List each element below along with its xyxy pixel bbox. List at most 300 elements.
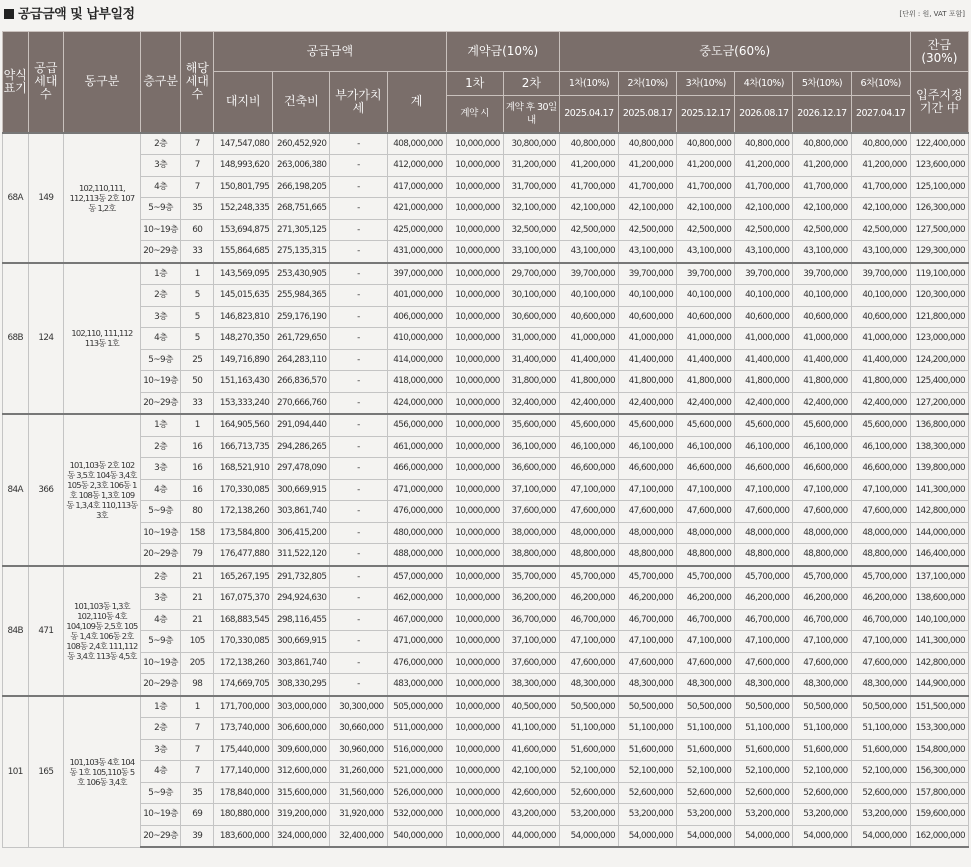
- amount-cell: 139,800,000: [910, 458, 968, 480]
- amount-cell: 306,415,200: [273, 522, 330, 544]
- amount-cell: 42,400,000: [735, 392, 793, 414]
- floor-cell: 2층: [140, 566, 181, 588]
- amount-cell: 46,700,000: [851, 609, 910, 631]
- table-row: [3, 328, 969, 350]
- amount-cell: 46,200,000: [793, 588, 851, 610]
- amount-cell: 157,800,000: [910, 782, 968, 804]
- amount-cell: 178,840,000: [214, 782, 273, 804]
- amount-cell: 10,000,000: [446, 328, 503, 350]
- amount-cell: 170,330,085: [214, 631, 273, 653]
- amount-cell: 10,000,000: [446, 176, 503, 198]
- amount-cell: 125,100,000: [910, 176, 968, 198]
- amount-cell: 53,200,000: [559, 804, 618, 826]
- amount-cell: 54,000,000: [677, 825, 735, 847]
- amount-cell: 127,500,000: [910, 219, 968, 241]
- floor-cell: 4층: [140, 609, 181, 631]
- amount-cell: 141,300,000: [910, 479, 968, 501]
- amount-cell: 50,500,000: [735, 696, 793, 718]
- amount-cell: 408,000,000: [387, 133, 446, 155]
- amount-cell: 36,200,000: [503, 588, 559, 610]
- amount-cell: 172,138,260: [214, 652, 273, 674]
- amount-cell: 41,000,000: [793, 328, 851, 350]
- amount-cell: 52,600,000: [735, 782, 793, 804]
- amount-cell: 47,600,000: [735, 652, 793, 674]
- amount-cell: 38,800,000: [503, 544, 559, 566]
- amount-cell: 43,100,000: [735, 241, 793, 263]
- amount-cell: 40,100,000: [559, 285, 618, 307]
- amount-cell: -: [330, 133, 387, 155]
- floor-cell: 20~29층: [140, 544, 181, 566]
- amount-cell: -: [330, 436, 387, 458]
- table-row: [3, 436, 969, 458]
- amount-cell: 38,000,000: [503, 522, 559, 544]
- amount-cell: 46,600,000: [851, 458, 910, 480]
- amount-cell: -: [330, 458, 387, 480]
- amount-cell: 52,600,000: [619, 782, 677, 804]
- units-cell: 7: [181, 739, 214, 761]
- amount-cell: 10,000,000: [446, 566, 503, 588]
- table-row: [3, 176, 969, 198]
- amount-cell: 303,861,740: [273, 501, 330, 523]
- amount-cell: 41,800,000: [793, 371, 851, 393]
- amount-cell: -: [330, 285, 387, 307]
- amount-cell: 47,100,000: [559, 631, 618, 653]
- amount-cell: -: [330, 176, 387, 198]
- amount-cell: 51,100,000: [851, 718, 910, 740]
- households-cell: 366: [28, 414, 64, 566]
- amount-cell: 172,138,260: [214, 501, 273, 523]
- amount-cell: 146,400,000: [910, 544, 968, 566]
- amount-cell: -: [330, 306, 387, 328]
- amount-cell: 180,880,000: [214, 804, 273, 826]
- amount-cell: 260,452,920: [273, 133, 330, 155]
- amount-cell: 53,200,000: [619, 804, 677, 826]
- amount-cell: 47,100,000: [851, 479, 910, 501]
- dong-cell: 102,110,111, 112,113동 2호 107동 1,2호: [64, 133, 141, 263]
- amount-cell: 30,300,000: [330, 696, 387, 718]
- amount-cell: 259,176,190: [273, 306, 330, 328]
- amount-cell: 48,800,000: [559, 544, 618, 566]
- amount-cell: 46,700,000: [677, 609, 735, 631]
- amount-cell: 126,300,000: [910, 198, 968, 220]
- amount-cell: 137,100,000: [910, 566, 968, 588]
- amount-cell: -: [330, 414, 387, 436]
- amount-cell: 170,330,085: [214, 479, 273, 501]
- amount-cell: 37,100,000: [503, 631, 559, 653]
- amount-cell: 41,000,000: [559, 328, 618, 350]
- amount-cell: 123,000,000: [910, 328, 968, 350]
- amount-cell: 48,800,000: [619, 544, 677, 566]
- amount-cell: 125,400,000: [910, 371, 968, 393]
- amount-cell: 123,600,000: [910, 155, 968, 177]
- amount-cell: -: [330, 652, 387, 674]
- title-bar: [0, 0, 971, 22]
- amount-cell: 324,000,000: [273, 825, 330, 847]
- amount-cell: -: [330, 263, 387, 285]
- amount-cell: 41,000,000: [851, 328, 910, 350]
- floor-cell: 20~29층: [140, 825, 181, 847]
- amount-cell: 40,800,000: [619, 133, 677, 155]
- floor-cell: 5~9층: [140, 501, 181, 523]
- col-interim: 중도금(60%): [559, 32, 910, 72]
- type-cell: 84B: [3, 566, 29, 696]
- amount-cell: 36,600,000: [503, 458, 559, 480]
- col-interim-date-3: 2025.12.17: [677, 96, 735, 133]
- col-balance-when: 입주지정기간 中: [910, 72, 968, 133]
- table-row: [3, 696, 969, 718]
- amount-cell: 46,200,000: [851, 588, 910, 610]
- amount-cell: 10,000,000: [446, 436, 503, 458]
- type-cell: 68B: [3, 263, 29, 415]
- amount-cell: 42,100,000: [793, 198, 851, 220]
- amount-cell: 37,100,000: [503, 479, 559, 501]
- amount-cell: 47,600,000: [619, 501, 677, 523]
- col-supply-price: 공급금액: [214, 32, 447, 72]
- amount-cell: 467,000,000: [387, 609, 446, 631]
- amount-cell: 164,905,560: [214, 414, 273, 436]
- table-row: [3, 241, 969, 263]
- amount-cell: 41,400,000: [793, 349, 851, 371]
- amount-cell: 37,600,000: [503, 652, 559, 674]
- amount-cell: 298,116,455: [273, 609, 330, 631]
- amount-cell: -: [330, 544, 387, 566]
- amount-cell: 41,700,000: [735, 176, 793, 198]
- units-cell: 50: [181, 371, 214, 393]
- units-cell: 5: [181, 306, 214, 328]
- col-interim-2: 2차(10%): [619, 72, 677, 96]
- amount-cell: 10,000,000: [446, 696, 503, 718]
- amount-cell: 127,200,000: [910, 392, 968, 414]
- table-row: [3, 479, 969, 501]
- floor-cell: 10~19층: [140, 652, 181, 674]
- table-row: [3, 739, 969, 761]
- amount-cell: 418,000,000: [387, 371, 446, 393]
- table-row: [3, 371, 969, 393]
- table-row: [3, 825, 969, 847]
- square-bullet-icon: [4, 9, 14, 19]
- amount-cell: 10,000,000: [446, 804, 503, 826]
- amount-cell: 457,000,000: [387, 566, 446, 588]
- amount-cell: 10,000,000: [446, 219, 503, 241]
- amount-cell: 48,000,000: [619, 522, 677, 544]
- units-cell: 60: [181, 219, 214, 241]
- supply-price-table: [2, 31, 969, 848]
- amount-cell: 51,600,000: [677, 739, 735, 761]
- amount-cell: 48,300,000: [793, 674, 851, 696]
- amount-cell: 45,600,000: [851, 414, 910, 436]
- amount-cell: 40,500,000: [503, 696, 559, 718]
- floor-cell: 1층: [140, 696, 181, 718]
- amount-cell: 424,000,000: [387, 392, 446, 414]
- table-row: [3, 133, 969, 155]
- households-cell: 149: [28, 133, 64, 263]
- amount-cell: 10,000,000: [446, 263, 503, 285]
- amount-cell: 43,100,000: [677, 241, 735, 263]
- amount-cell: 52,100,000: [677, 761, 735, 783]
- amount-cell: 40,600,000: [619, 306, 677, 328]
- amount-cell: 41,700,000: [619, 176, 677, 198]
- amount-cell: 42,100,000: [503, 761, 559, 783]
- floor-cell: 4층: [140, 176, 181, 198]
- floor-cell: 20~29층: [140, 674, 181, 696]
- amount-cell: 31,260,000: [330, 761, 387, 783]
- floor-cell: 2층: [140, 285, 181, 307]
- amount-cell: 153,333,240: [214, 392, 273, 414]
- amount-cell: 30,600,000: [503, 306, 559, 328]
- amount-cell: 48,300,000: [619, 674, 677, 696]
- amount-cell: -: [330, 198, 387, 220]
- amount-cell: 46,200,000: [619, 588, 677, 610]
- households-cell: 124: [28, 263, 64, 415]
- amount-cell: 10,000,000: [446, 588, 503, 610]
- amount-cell: 40,600,000: [735, 306, 793, 328]
- col-vat: 부가가치세: [330, 72, 387, 133]
- amount-cell: 46,100,000: [619, 436, 677, 458]
- amount-cell: 255,984,365: [273, 285, 330, 307]
- floor-cell: 4층: [140, 761, 181, 783]
- amount-cell: 45,600,000: [735, 414, 793, 436]
- amount-cell: 46,100,000: [677, 436, 735, 458]
- units-cell: 16: [181, 479, 214, 501]
- col-dep1: 1차: [446, 72, 503, 96]
- amount-cell: 33,100,000: [503, 241, 559, 263]
- amount-cell: 45,700,000: [851, 566, 910, 588]
- amount-cell: 41,400,000: [677, 349, 735, 371]
- amount-cell: -: [330, 155, 387, 177]
- amount-cell: 456,000,000: [387, 414, 446, 436]
- amount-cell: 53,200,000: [677, 804, 735, 826]
- amount-cell: 153,300,000: [910, 718, 968, 740]
- amount-cell: 306,600,000: [273, 718, 330, 740]
- amount-cell: 41,200,000: [619, 155, 677, 177]
- table-row: [3, 458, 969, 480]
- amount-cell: 121,800,000: [910, 306, 968, 328]
- amount-cell: 540,000,000: [387, 825, 446, 847]
- table-body: [3, 133, 969, 848]
- table-row: [3, 588, 969, 610]
- amount-cell: 47,600,000: [677, 501, 735, 523]
- col-interim-4: 4차(10%): [735, 72, 793, 96]
- amount-cell: 119,100,000: [910, 263, 968, 285]
- col-balance: 잔금(30%): [910, 32, 968, 72]
- amount-cell: 312,600,000: [273, 761, 330, 783]
- col-dep2: 2차: [503, 72, 559, 96]
- amount-cell: 275,135,315: [273, 241, 330, 263]
- amount-cell: 266,198,205: [273, 176, 330, 198]
- amount-cell: 42,100,000: [619, 198, 677, 220]
- amount-cell: 52,100,000: [559, 761, 618, 783]
- col-floor: 층구분: [140, 32, 181, 133]
- amount-cell: 145,015,635: [214, 285, 273, 307]
- amount-cell: 36,700,000: [503, 609, 559, 631]
- amount-cell: 174,669,705: [214, 674, 273, 696]
- amount-cell: 156,300,000: [910, 761, 968, 783]
- units-cell: 16: [181, 436, 214, 458]
- amount-cell: 40,800,000: [851, 133, 910, 155]
- amount-cell: 41,700,000: [677, 176, 735, 198]
- floor-cell: 3층: [140, 306, 181, 328]
- amount-cell: 167,075,370: [214, 588, 273, 610]
- amount-cell: -: [330, 501, 387, 523]
- col-dong: 동구분: [64, 32, 141, 133]
- units-cell: 16: [181, 458, 214, 480]
- amount-cell: 48,800,000: [851, 544, 910, 566]
- amount-cell: 46,600,000: [559, 458, 618, 480]
- amount-cell: 476,000,000: [387, 501, 446, 523]
- amount-cell: 47,600,000: [793, 501, 851, 523]
- floor-cell: 20~29층: [140, 241, 181, 263]
- amount-cell: 41,100,000: [503, 718, 559, 740]
- amount-cell: 397,000,000: [387, 263, 446, 285]
- units-cell: 1: [181, 263, 214, 285]
- amount-cell: 42,100,000: [851, 198, 910, 220]
- units-cell: 5: [181, 285, 214, 307]
- amount-cell: 10,000,000: [446, 544, 503, 566]
- amount-cell: 263,006,380: [273, 155, 330, 177]
- amount-cell: 48,300,000: [851, 674, 910, 696]
- table-row: [3, 285, 969, 307]
- amount-cell: 155,864,685: [214, 241, 273, 263]
- amount-cell: 31,920,000: [330, 804, 387, 826]
- amount-cell: 138,600,000: [910, 588, 968, 610]
- amount-cell: 46,600,000: [735, 458, 793, 480]
- amount-cell: 42,500,000: [851, 219, 910, 241]
- amount-cell: 10,000,000: [446, 133, 503, 155]
- amount-cell: 46,200,000: [735, 588, 793, 610]
- amount-cell: 48,000,000: [735, 522, 793, 544]
- amount-cell: 141,300,000: [910, 631, 968, 653]
- amount-cell: 471,000,000: [387, 479, 446, 501]
- units-cell: 7: [181, 133, 214, 155]
- amount-cell: 52,100,000: [851, 761, 910, 783]
- floor-cell: 4층: [140, 328, 181, 350]
- units-cell: 39: [181, 825, 214, 847]
- units-cell: 80: [181, 501, 214, 523]
- amount-cell: 297,478,090: [273, 458, 330, 480]
- amount-cell: 47,100,000: [793, 479, 851, 501]
- amount-cell: 136,800,000: [910, 414, 968, 436]
- amount-cell: 177,140,000: [214, 761, 273, 783]
- amount-cell: 37,600,000: [503, 501, 559, 523]
- floor-cell: 5~9층: [140, 198, 181, 220]
- amount-cell: 10,000,000: [446, 198, 503, 220]
- amount-cell: 41,200,000: [851, 155, 910, 177]
- amount-cell: 48,800,000: [677, 544, 735, 566]
- table-row: [3, 306, 969, 328]
- amount-cell: 40,100,000: [735, 285, 793, 307]
- amount-cell: 51,600,000: [851, 739, 910, 761]
- amount-cell: 42,600,000: [503, 782, 559, 804]
- amount-cell: 471,000,000: [387, 631, 446, 653]
- amount-cell: 41,800,000: [619, 371, 677, 393]
- amount-cell: 142,800,000: [910, 652, 968, 674]
- amount-cell: 511,000,000: [387, 718, 446, 740]
- amount-cell: 154,800,000: [910, 739, 968, 761]
- amount-cell: 10,000,000: [446, 782, 503, 804]
- table-row: [3, 782, 969, 804]
- amount-cell: 46,600,000: [619, 458, 677, 480]
- amount-cell: 51,100,000: [559, 718, 618, 740]
- amount-cell: 51,100,000: [677, 718, 735, 740]
- amount-cell: -: [330, 566, 387, 588]
- amount-cell: 48,800,000: [793, 544, 851, 566]
- amount-cell: 294,286,265: [273, 436, 330, 458]
- amount-cell: 48,300,000: [677, 674, 735, 696]
- amount-cell: 150,801,795: [214, 176, 273, 198]
- floor-cell: 5~9층: [140, 631, 181, 653]
- amount-cell: 144,900,000: [910, 674, 968, 696]
- amount-cell: 41,800,000: [677, 371, 735, 393]
- amount-cell: 10,000,000: [446, 609, 503, 631]
- amount-cell: -: [330, 328, 387, 350]
- amount-cell: 140,100,000: [910, 609, 968, 631]
- amount-cell: 31,000,000: [503, 328, 559, 350]
- amount-cell: 401,000,000: [387, 285, 446, 307]
- table-row: [3, 761, 969, 783]
- amount-cell: 44,000,000: [503, 825, 559, 847]
- amount-cell: 40,100,000: [619, 285, 677, 307]
- amount-cell: -: [330, 392, 387, 414]
- amount-cell: 159,600,000: [910, 804, 968, 826]
- type-cell: 84A: [3, 414, 29, 566]
- amount-cell: 46,100,000: [559, 436, 618, 458]
- amount-cell: 41,800,000: [851, 371, 910, 393]
- type-cell: 68A: [3, 133, 29, 263]
- amount-cell: 40,600,000: [677, 306, 735, 328]
- units-cell: 205: [181, 652, 214, 674]
- amount-cell: 10,000,000: [446, 155, 503, 177]
- amount-cell: 271,305,125: [273, 219, 330, 241]
- amount-cell: 10,000,000: [446, 761, 503, 783]
- amount-cell: 46,700,000: [793, 609, 851, 631]
- amount-cell: 54,000,000: [851, 825, 910, 847]
- amount-cell: 480,000,000: [387, 522, 446, 544]
- amount-cell: 47,600,000: [851, 501, 910, 523]
- amount-cell: 48,300,000: [559, 674, 618, 696]
- units-cell: 21: [181, 566, 214, 588]
- amount-cell: 41,000,000: [735, 328, 793, 350]
- amount-cell: 40,100,000: [851, 285, 910, 307]
- amount-cell: 300,669,915: [273, 631, 330, 653]
- amount-cell: 31,400,000: [503, 349, 559, 371]
- table-row: [3, 609, 969, 631]
- amount-cell: 461,000,000: [387, 436, 446, 458]
- amount-cell: 40,100,000: [677, 285, 735, 307]
- amount-cell: 51,100,000: [735, 718, 793, 740]
- amount-cell: 41,200,000: [793, 155, 851, 177]
- amount-cell: 46,200,000: [559, 588, 618, 610]
- table-row: [3, 522, 969, 544]
- amount-cell: 52,600,000: [851, 782, 910, 804]
- amount-cell: 40,600,000: [851, 306, 910, 328]
- amount-cell: 10,000,000: [446, 501, 503, 523]
- amount-cell: 261,729,650: [273, 328, 330, 350]
- col-interim-date-6: 2027.04.17: [851, 96, 910, 133]
- households-cell: 165: [28, 696, 64, 848]
- amount-cell: -: [330, 609, 387, 631]
- amount-cell: 40,100,000: [793, 285, 851, 307]
- col-dep2-when: 계약 후 30일 내: [503, 96, 559, 133]
- floor-cell: 3층: [140, 155, 181, 177]
- amount-cell: 41,800,000: [559, 371, 618, 393]
- col-land: 대지비: [214, 72, 273, 133]
- col-interim-date-4: 2026.08.17: [735, 96, 793, 133]
- amount-cell: 147,547,080: [214, 133, 273, 155]
- amount-cell: 10,000,000: [446, 522, 503, 544]
- table-row: [3, 718, 969, 740]
- amount-cell: 42,500,000: [793, 219, 851, 241]
- amount-cell: 41,800,000: [735, 371, 793, 393]
